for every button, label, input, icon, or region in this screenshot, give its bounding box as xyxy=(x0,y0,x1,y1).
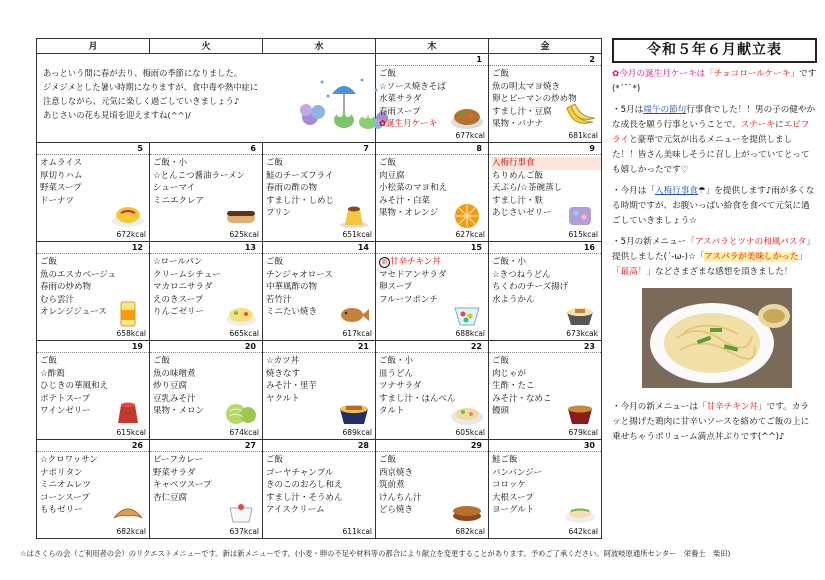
day-cell-13: 13 ☆ロールパン クリームシチュー マカロニサラダ えのきスープ りんごゼリー 665kcal xyxy=(150,242,263,341)
udon-icon xyxy=(563,298,597,328)
pudding-icon xyxy=(337,199,371,229)
juice-icon xyxy=(111,298,145,328)
day-cell-20: 20 ご飯 魚の味噌煮 炒り豆腐 豆乳みそ汁 果物・メロン 674kcal xyxy=(150,341,263,440)
day-cell-5: 5 オムライス 厚切りハム 野菜スープ ドーナツ 672kcal xyxy=(37,143,150,242)
day-cell-27: 27 ビーフカレー 野菜サラダ キャベツスープ 杏仁豆腐 637kcal xyxy=(150,440,263,539)
side-notes xyxy=(612,38,817,451)
pasta-photo xyxy=(642,288,792,388)
day-cell-19: 19 ご飯 ☆酢鶏 ひじきの華風和え ポテトスープ ワインゼリー 615kcal xyxy=(37,341,150,440)
day-cell-9: 9 入梅行事食 ちりめんご飯 天ぷら/☆茶碗蒸し すまし汁・麩 あじさいゼリー 615kcal xyxy=(489,143,602,242)
page-title: 令和５年６月献立表 xyxy=(612,38,817,63)
header-thu: 木 xyxy=(376,39,489,54)
katsudon-icon xyxy=(337,397,371,427)
day-cell-30: 30 鮭ご飯 バンバンジー コロッケ 大根スープ ヨーグルト 642kcal xyxy=(489,440,602,539)
almond-jelly-icon xyxy=(224,496,258,526)
note-birthday-cake: ✿今月の誕生月ケーキは「チョコロールケーキ」です(*´˘`*) xyxy=(612,69,817,94)
header-wed: 水 xyxy=(263,39,376,54)
day-cell-8: 8 ご飯 肉豆腐 小松菜のマヨ和え みそ汁・白菜 果物・オレンジ 627kcal xyxy=(376,143,489,242)
taiyaki-icon xyxy=(337,298,371,328)
melon-icon xyxy=(224,397,258,427)
note-new-menu-june: ・今月の新メニューは「甘辛チキン丼」です。カラッと揚げた鶏肉に甘辛いソースを絡めてご飯の上に乗せちゃうボリューム満点丼ぶりです(^^)♪ xyxy=(612,402,810,442)
intro-message-cell xyxy=(37,54,376,143)
note-may-event: ・5月は端午の節句行事食でした！！男の子の健やかな成長を願う行事ということで、ステーキにエビフライと豪華で元気が出るメニューを提供しました！！皆さん美味しそうに召し上がっていてとっても嬉しかったです♡ xyxy=(612,105,816,175)
note-rainy-season: ・今月は「入梅行事食☂」を提供します♪雨が多くなる時期ですが、お腹いっぱい給食を食べて元気に過ごしていきましょう☆ xyxy=(612,186,815,226)
day-cell-15: 15 新 甘辛チキン丼 マセドアンサラダ 卵スープ フルーツポンチ 688kcal xyxy=(376,242,489,341)
header-fri: 金 xyxy=(489,39,602,54)
bang-bang-chicken-icon xyxy=(563,496,597,526)
day-cell-23: 23 ご飯 肉じゃが 生酢・たこ みそ汁・なめこ 饅頭 679kcal xyxy=(489,341,602,440)
sara-udon-icon xyxy=(450,397,484,427)
omelette-rice-icon xyxy=(111,199,145,229)
day-cell-21: 21 ☆カツ丼 焼きなす みそ汁・里芋 ヤクルト 689kcal xyxy=(263,341,376,440)
note-new-menu-may: ・5月の新メニュー「アスパラとツナの和風パスタ」提供しました(´-ω-)☆「アスパラが美味しかった」「最高！」などさまざまな感想を頂きました！ xyxy=(612,237,815,277)
dorayaki-icon xyxy=(450,496,484,526)
croissant-icon xyxy=(111,496,145,526)
day-cell-7: 7 ご飯 鮭のチーズフライ 春雨の酢の物 すまし汁・しめじ プリン 651kcal xyxy=(263,143,376,242)
miso-soup-icon xyxy=(563,397,597,427)
orange-icon xyxy=(450,199,484,229)
jelly-icon xyxy=(563,199,597,229)
wine-jelly-icon xyxy=(111,397,145,427)
header-tue: 火 xyxy=(150,39,263,54)
day-cell-26: 26 ☆クロワッサン ナポリタン ミニオムレツ コーンスープ ももゼリー 682kcal xyxy=(37,440,150,539)
day-cell-14: 14 ご飯 チンジャオロース 中華風酢の物 若竹汁 ミニたい焼き 617kcal xyxy=(263,242,376,341)
eclair-icon xyxy=(224,199,258,229)
day-cell-2: 2 ご飯 魚の明太マヨ焼き 卵とピーマンの炒め物 すまし汁・豆腐 果物・バナナ 681kcal xyxy=(489,54,602,143)
day-cell-22: 22 ご飯・小 皿うどん ツナサラダ すまし汁・はんぺん タルト 605kcal xyxy=(376,341,489,440)
header-mon: 月 xyxy=(37,39,150,54)
salad-icon xyxy=(224,298,258,328)
intro-message: あっという間に春が去り、梅雨の季節になりました。 ジメジメとした暑い時期になりますが、食中毒や熱中症に 注意しながら、元気に楽しく過ごしていきましょう♪ あじさいの花も見頃を迎えますね(^^)/ xyxy=(43,68,259,120)
footer-note: ☆はさくらの会（ご利用者の会）のリクエストメニューです。新は新メニューです。(小麦・卵の不足や材料等の都合により献立を変更することがあります。予めご了承ください。阿波岐原通所センター 栄養士 柴田) xyxy=(20,549,731,558)
yakisoba-icon xyxy=(450,100,484,130)
menu-calendar xyxy=(36,38,602,539)
day-cell-28: 28 ご飯 ゴーヤチャンプル きのこのおろし和え すまし汁・そうめん アイスクリーム 611kcal xyxy=(263,440,376,539)
day-cell-1: 1 ご飯 ☆ソース焼きそば 水菜サラダ 春雨スープ ✿誕生月ケーキ 677kcal xyxy=(376,54,489,143)
fruit-punch-icon xyxy=(450,298,484,328)
new-menu-badge: 新 xyxy=(379,257,390,268)
day-cell-6: 6 ご飯・小 ☆とんこつ醤油ラーメン シューマイ ミニエクレア 625kcal xyxy=(150,143,263,242)
day-cell-12: 12 ご飯 魚のエスカベージュ 春雨の炒め物 むら雲汁 オレンジジュース 658kcal xyxy=(37,242,150,341)
day-cell-16: 16 ご飯・小 ☆きつねうどん ちくわのチーズ揚げ 水ようかん 673kcak xyxy=(489,242,602,341)
banana-icon xyxy=(563,100,597,130)
day-cell-29: 29 ご飯 西京焼き 筑前煮 けんちん汁 どら焼き 682kcal xyxy=(376,440,489,539)
